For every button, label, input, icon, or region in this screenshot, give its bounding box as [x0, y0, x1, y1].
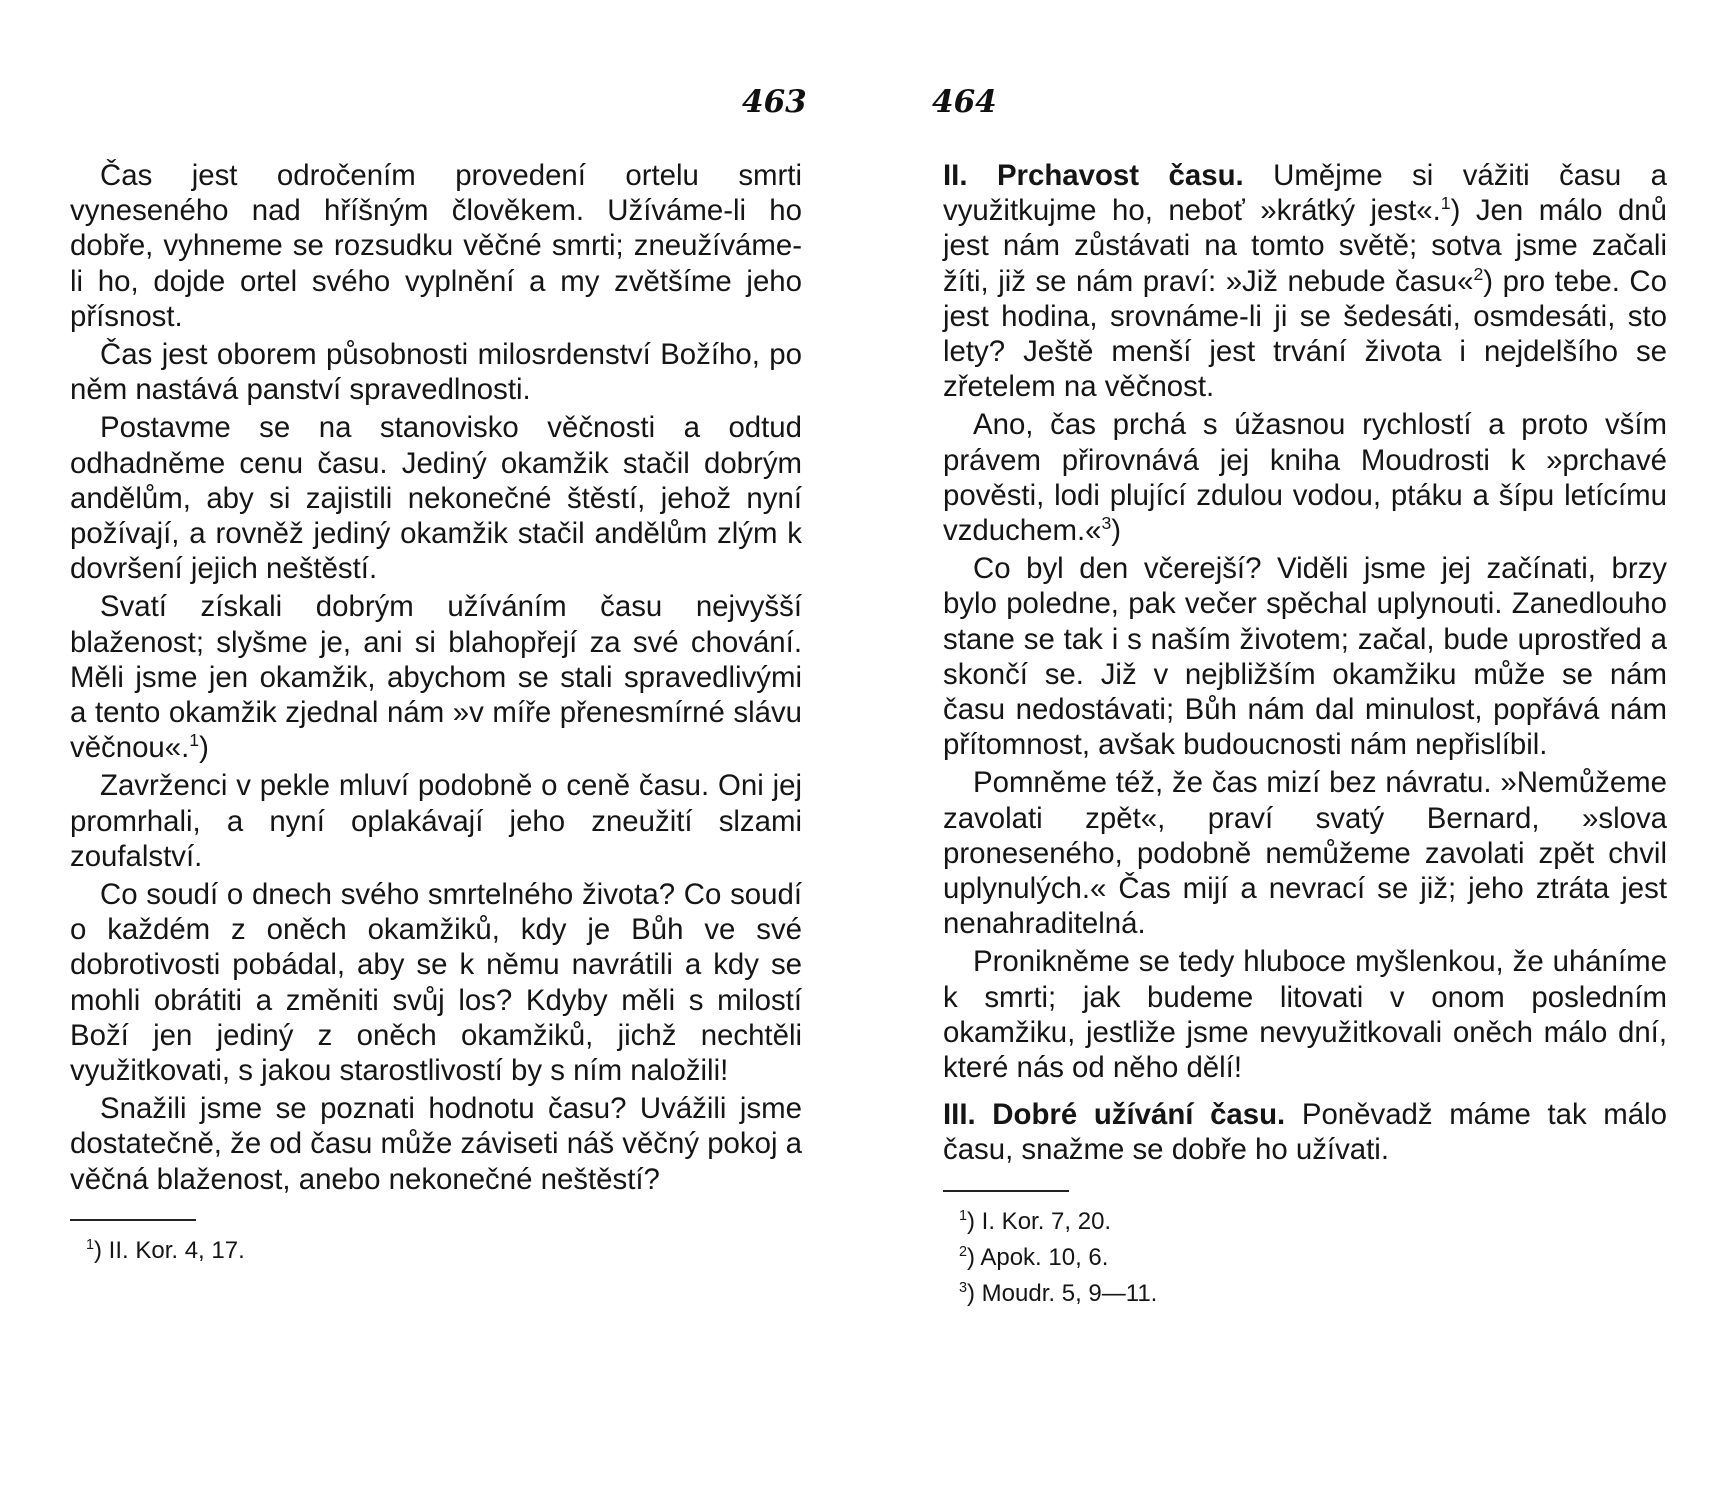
paragraph — [943, 407, 1667, 548]
paragraph-text: Ano, čas prchá s úžasnou rychlostí a proto vším právem přirovnává jej kniha Moudrosti k »prchavé pověsti, lodi plující zdulou vodou, ptáku a šípu letícímu vzduchem.« — [943, 408, 1667, 548]
paragraph: Snažili jsme se poznati hodnotu času? Uvážili jsme dostatečně, že od času může záviseti náš věčný pokoj a věčná blaženost, anebo nekonečné neštěstí? — [70, 1092, 802, 1196]
paragraph-text: Svatí získali dobrým užíváním času nejvyšší blaženost; slyšme je, ani si blahopřejí za své chování. Měli jsme jen okamžik, abychom se stali spravedlivými a tento okamžik zjednal nám »v míře přenesmírné slávu věčnou«. — [70, 590, 802, 765]
page-number-left: 463 — [742, 84, 807, 120]
footnote-ref: 3 — [1101, 513, 1112, 534]
right-page-text — [943, 158, 1667, 1312]
footnote — [943, 1240, 1667, 1276]
paragraph: Co byl den včerejší? Viděli jsme jej začínati, brzy bylo poledne, pak večer spěchal uplynouti. Zanedlouho stane se tak i s naším životem; začal, bude uprostřed a skončí se. Již v nejbližším okamžiku může se nám času nedostávati; Bůh nám dal minulost, popřává nám přítomnost, avšak budoucnosti nám nepřislíbil. — [943, 552, 1667, 762]
section-intro: Umějme si vážiti času a využitkujme ho, neboť »krátký jest«. — [943, 159, 1667, 228]
footnote — [943, 1276, 1667, 1312]
paragraph — [70, 589, 802, 765]
section-end: ) pro tebe. Co jest hodina, srovnáme-li ji se šedesáti, osmdesáti, sto lety? Ještě menší jest trvání života i nejdelšího se zřetelem na věčnost. — [943, 264, 1668, 404]
paragraph: Postavme se na stanovisko věčnosti a odtud odhadněme cenu času. Jediný okamžik stačil dobrým andělům, aby si zajistili nekonečné štěstí, jehož nyní požívají, a rovněž jediný okamžik stačil andělům zlým k dovršení jejich neštěstí. — [70, 411, 802, 586]
footnote-mark: 1 — [959, 1207, 968, 1224]
footnote-mark: 1 — [86, 1236, 95, 1253]
footnote-text: ) II. Kor. 4, 17. — [94, 1236, 245, 1264]
footnote-text: ) Moudr. 5, 9—11. — [967, 1279, 1158, 1307]
section-mid: ) Jen málo dnů jest nám zůstávati na tomto světě; sotva jsme začali žíti, již se nám praví: »Již nebude času« — [943, 194, 1667, 298]
section-heading: III. Dobré užívání času. — [943, 1098, 1286, 1132]
section-paragraph — [943, 1097, 1667, 1167]
footnote-text: ) Apok. 10, 6. — [967, 1243, 1109, 1271]
paragraph-tail: ) — [199, 731, 209, 765]
footnote-ref: 1 — [189, 730, 200, 751]
paragraph: Co soudí o dnech svého smrtelného života? Co soudí o každém z oněch okamžiků, kdy je Bůh ve své dobrotivosti pobádal, aby se k němu navrátili a kdy se mohli obrátiti a změniti svůj los? Kdyby měli s milostí Boží jen jediný z oněch okamžiků, jichž nechtěli využitkovati, s jakou starostlivostí by s ním naložili! — [70, 878, 802, 1088]
section-heading: II. Prchavost času. — [943, 159, 1244, 192]
footnotes-right — [943, 1204, 1667, 1312]
paragraph-tail: ) — [1111, 514, 1122, 548]
footnote-divider — [943, 1190, 1069, 1192]
paragraph: Čas jest oborem působnosti milosrdenství Božího, po něm nastává panství spravedlnosti. — [70, 338, 802, 407]
footnote-mark: 3 — [959, 1279, 968, 1296]
section-text: Poněvadž máme tak málo času, snažme se dobře ho užívati. — [943, 1098, 1668, 1167]
page-number-right: 464 — [932, 84, 997, 120]
footnote-text: ) I. Kor. 7, 20. — [967, 1207, 1112, 1235]
footnotes-left — [70, 1233, 802, 1269]
paragraph: Pomněme též, že čas mizí bez návratu. »Nemůžeme zavolati zpět«, praví svatý Bernard, »slova proneseného, podobně nemůžeme zavolati zpět chvil uplynulých.« Čas mijí a nevrací se již; jeho ztráta jest nenahraditelná. — [943, 766, 1667, 941]
paragraph: Zavrženci v pekle mluví podobně o ceně času. Oni jej promrhali, a nyní oplakávají jeho zneužití slzami zoufalství. — [70, 769, 802, 873]
paragraph: Čas jest odročením provedení ortelu smrti vyneseného nad hříšným člověkem. Užíváme-li ho dobře, vyhneme se rozsudku věčné smrti; zneužíváme-li ho, dojde ortel svého vyplnění a my zvětšíme jeho přísnost. — [70, 159, 802, 333]
left-page-text — [70, 158, 802, 1269]
footnote-ref: 2 — [1473, 263, 1484, 284]
paragraph: Pronikněme se tedy hluboce myšlenkou, že uháníme k smrti; jak budeme litovati v onom posledním okamžiku, jestliže jsme nevyužitkovali oněch málo dní, které nás od něho dělí! — [943, 945, 1667, 1085]
right-page — [858, 0, 1716, 1500]
footnote — [943, 1204, 1667, 1240]
footnote-mark: 2 — [959, 1243, 968, 1260]
section-paragraph — [943, 158, 1667, 404]
footnote-ref: 1 — [1440, 193, 1451, 214]
footnote — [70, 1233, 802, 1269]
footnote-divider — [70, 1219, 196, 1221]
